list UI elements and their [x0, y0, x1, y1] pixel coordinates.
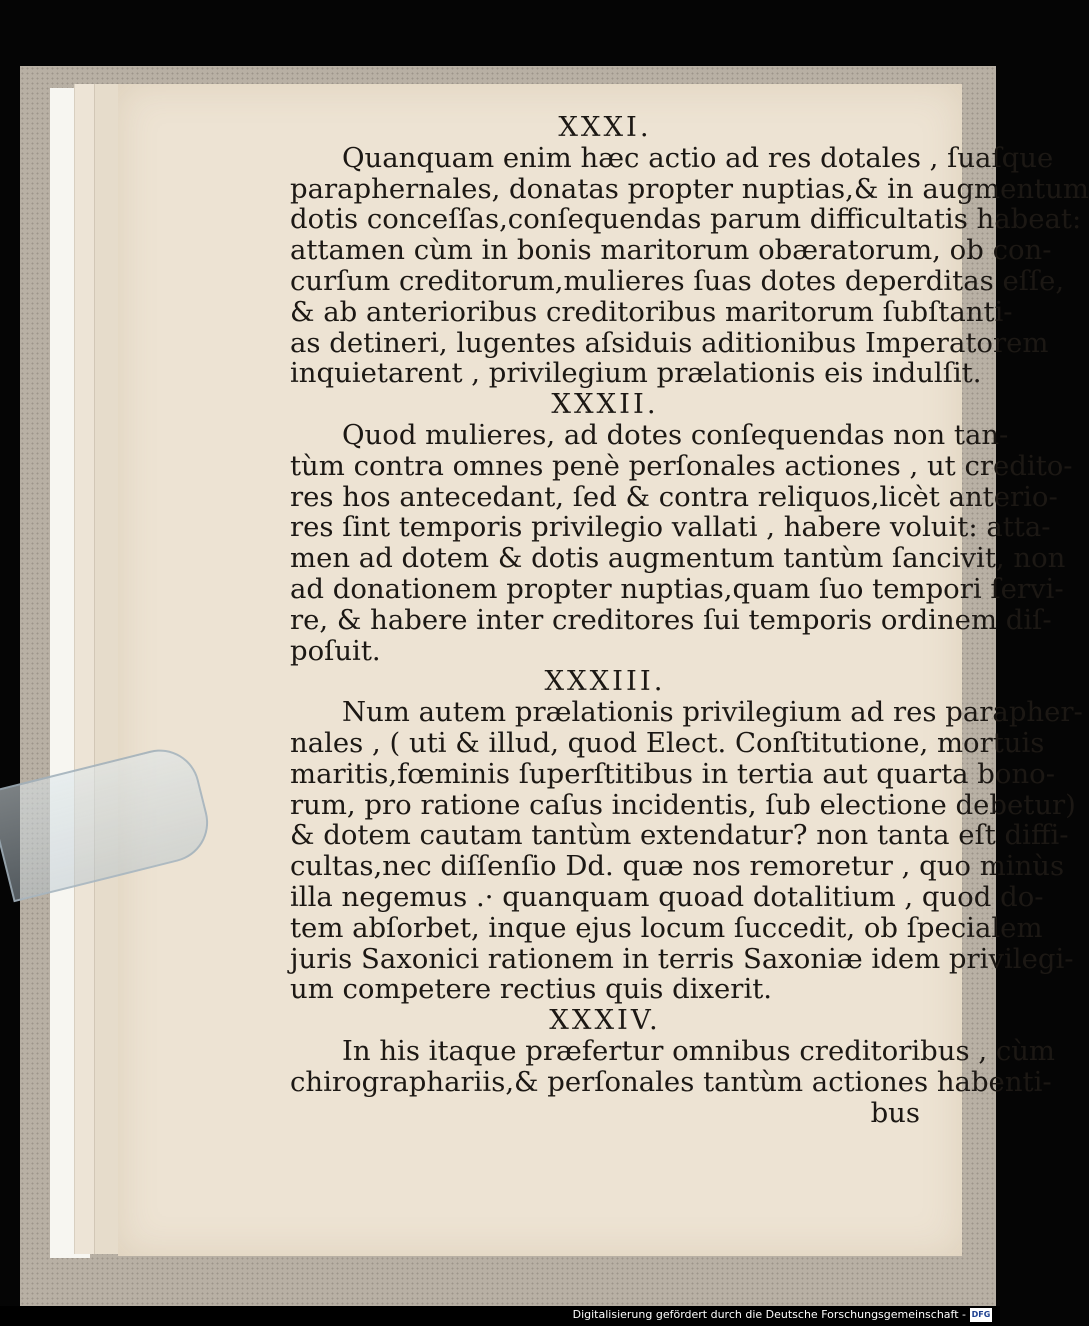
text-line: curſum creditorum,mulieres ſuas dotes deperditas eſſe,: [290, 264, 1065, 297]
text-line: Quanquam enim hæc actio ad res dotales , ſuaſque: [342, 141, 1054, 174]
text-line: inquietarent , privilegium prælationis eis indulſit.: [290, 357, 982, 390]
text-line: illa negemus .· quanquam quoad dotalitium , quod do-: [290, 880, 1044, 913]
text-line: Num autem prælationis privilegium ad res parapher-: [342, 696, 1083, 729]
text-line: as detineri, lugentes aſsiduis aditionibus Imperatorem: [290, 326, 1049, 359]
text-line: maritis,fœminis ſuperſtitibus in tertia aut quarta bono-: [290, 757, 1056, 790]
text-line: attamen cùm in bonis maritorum obæratorum, ob con-: [290, 234, 1052, 267]
text-line: men ad dotem & dotis augmentum tantùm ſancivit, non: [290, 542, 1066, 575]
text-line: tem abſorbet, inque ejus locum ſuccedit, ob ſpecialem: [290, 911, 1043, 944]
text-line: & ab anterioribus creditoribus maritorum ſubſtanti-: [290, 295, 1013, 328]
text-line: res hos antecedant, ſed & contra reliquos,licèt anterio-: [290, 480, 1058, 513]
text-line: rum, pro ratione caſus incidentis, ſub electione debetur): [290, 788, 1076, 821]
section-heading: XXXI.: [558, 111, 652, 143]
text-line: chirographariis,& perſonales tantùm actiones habenti-: [290, 1065, 1052, 1098]
paragraph: [290, 696, 1083, 1006]
text-line: Quod mulieres, ad dotes conſequendas non tan-: [342, 418, 1009, 451]
page-text: [290, 111, 1089, 1129]
text-line: um competere rectius quis dixerit.: [290, 973, 773, 1006]
section-heading: XXXIII.: [544, 665, 666, 698]
section-33: [290, 665, 1083, 1006]
text-line: tùm contra omnes penè perſonales actiones , ut credito-: [290, 449, 1073, 482]
paragraph: [290, 1034, 1056, 1098]
text-line: juris Saxonici rationem in terris Saxoniæ idem privilegi-: [290, 942, 1074, 975]
text-line: & dotem cautam tantùm extendatur? non tanta eſt diffi-: [290, 819, 1069, 852]
text-line: In his itaque præfertur omnibus creditoribus , cùm: [342, 1034, 1056, 1067]
text-line: dotis conceſſas,conſequendas parum difficultatis habeat:: [290, 203, 1082, 236]
text-line: re, & habere inter creditores ſui temporis ordinem diſ-: [290, 603, 1052, 636]
funding-credit: Digitalisierung gefördert durch die Deutsche Forschungsgemeinschaft -: [572, 1308, 966, 1321]
text-line: paraphernales, donatas propter nuptias,& in augmentum: [290, 172, 1089, 205]
section-34: [290, 1004, 1056, 1129]
text-line: cultas,nec diſſenſio Dd. quæ nos remoretur , quo minùs: [290, 850, 1065, 883]
text-line: nales , ( uti & illud, quod Elect. Conſtitutione, mortuis: [290, 726, 1045, 759]
text-line: poſuit.: [290, 634, 381, 667]
section-32: [290, 388, 1073, 667]
dfg-logo-icon: DFG: [970, 1308, 992, 1322]
paragraph: [290, 141, 1089, 390]
section-heading: XXXII.: [551, 388, 659, 421]
section-heading: XXXIV.: [549, 1004, 661, 1037]
text-line: ad donationem propter nuptias,quam ſuo tempori ſervi-: [290, 572, 1064, 605]
text-line: res ſint temporis privilegio vallati , habere voluit: atta-: [290, 511, 1051, 544]
catchword: bus: [870, 1096, 920, 1129]
paragraph: [290, 418, 1073, 667]
section-31: [290, 111, 1089, 390]
